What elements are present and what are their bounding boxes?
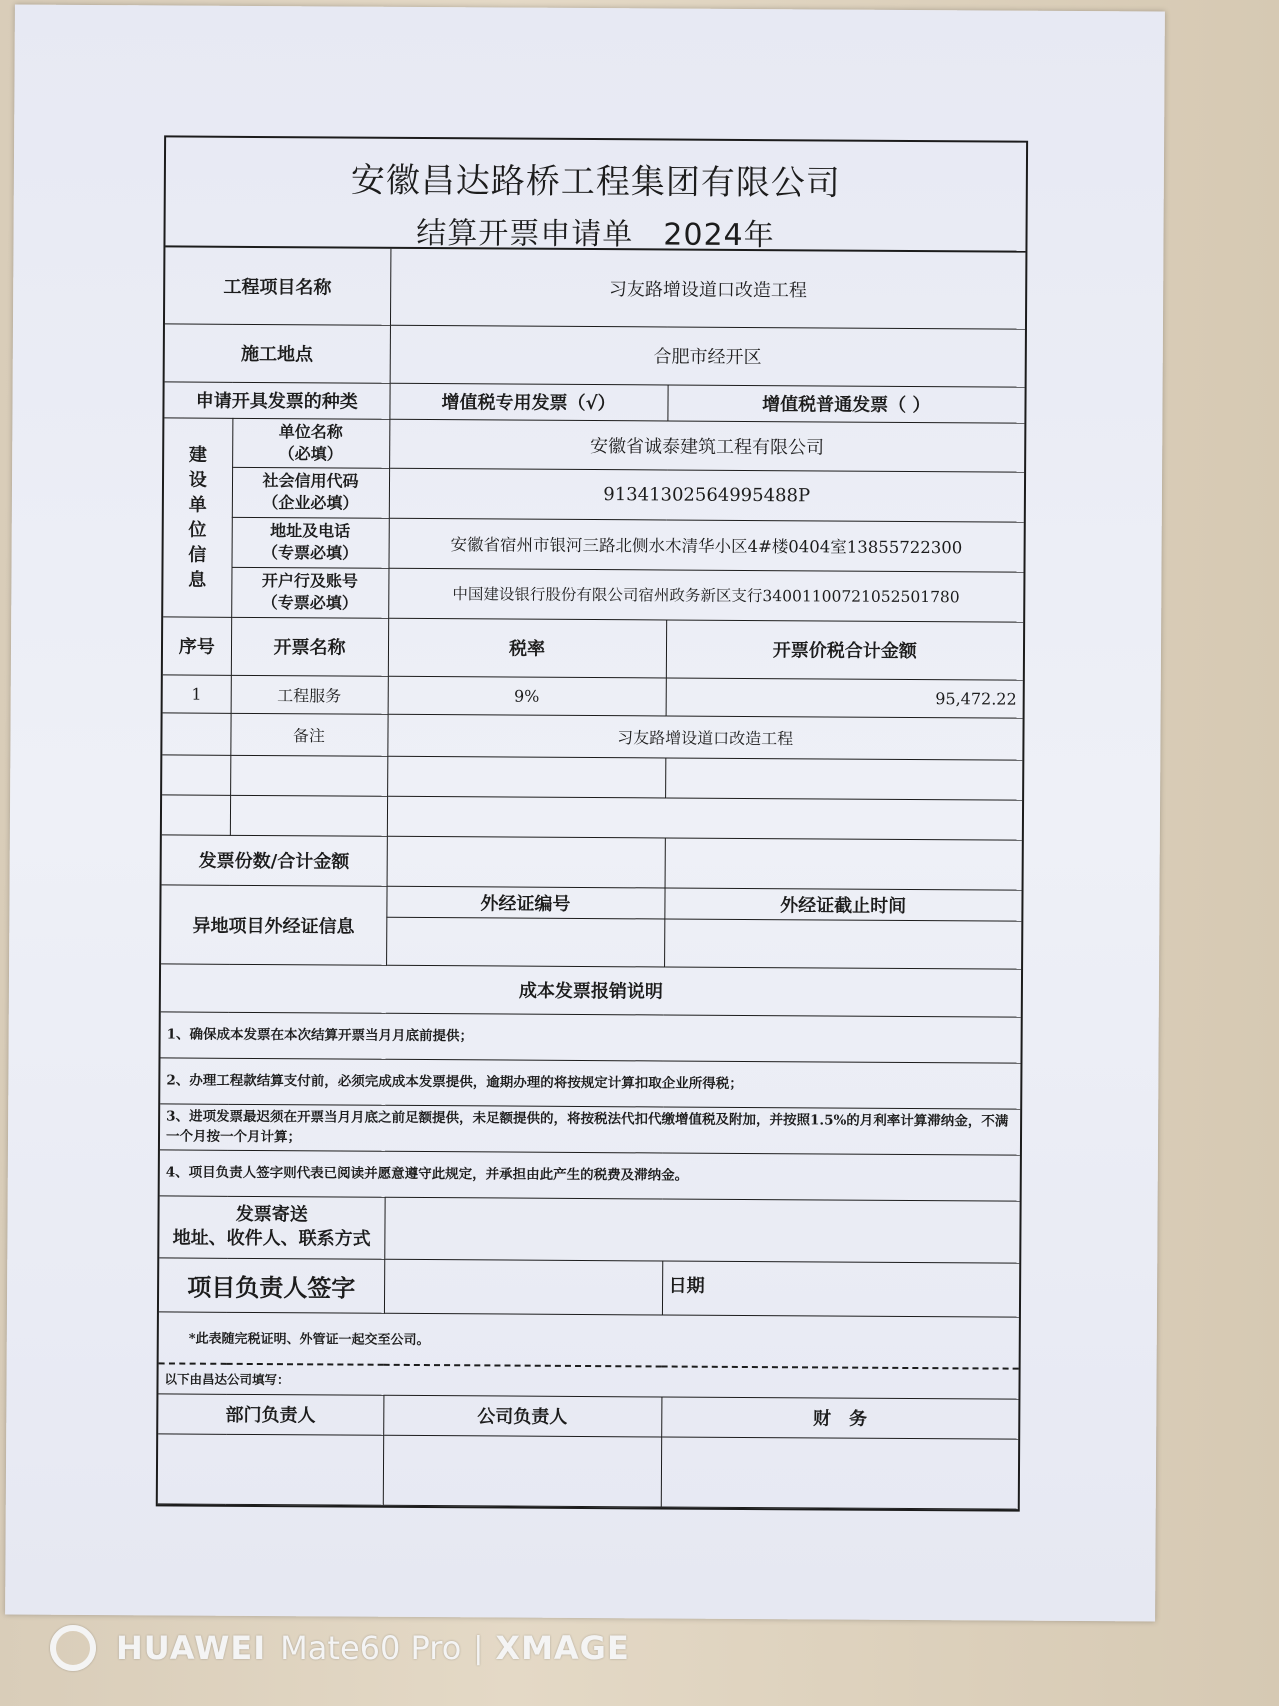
- address-value: 安徽省宿州市银河三路北侧水木清华小区4#楼0404室13855722300: [388, 518, 1023, 572]
- bank-label: 开户行及账号 （专票必填）: [231, 567, 388, 618]
- row-mail: [159, 1195, 1019, 1262]
- company-head-sign: [383, 1435, 661, 1507]
- address-label: 地址及电话 （专票必填）: [231, 517, 388, 568]
- row-note-2: [160, 1057, 1020, 1108]
- item-amount: 95,472.22: [666, 677, 1023, 717]
- empty-cell: [230, 755, 387, 796]
- row-leader-sign: [159, 1257, 1019, 1316]
- row-offsite-header: [161, 884, 1021, 920]
- mail-value: [384, 1197, 1019, 1263]
- invoice-general-option: 增值税普通发票（ ）: [667, 384, 1024, 422]
- empty-cell: [162, 712, 230, 754]
- invoice-type-label: 申请开具发票的种类: [164, 381, 389, 418]
- col-seq-header: 序号: [163, 616, 231, 674]
- invoice-application-form: [156, 135, 1028, 1511]
- credit-code-label: 社会信用代码 （企业必填）: [232, 467, 389, 518]
- row-approval-values: [158, 1433, 1018, 1508]
- bank-value: 中国建设银行股份有限公司宿州政务新区支行34001100721052501780: [388, 568, 1023, 622]
- row-note-3: [160, 1103, 1020, 1154]
- total-value: [665, 837, 1022, 889]
- row-items-header: [163, 616, 1023, 679]
- row-note-4: [160, 1149, 1020, 1200]
- leader-sign-value: [384, 1259, 662, 1315]
- count-total-label: 发票份数/合计金额: [162, 834, 387, 885]
- empty-cell: [665, 757, 1022, 799]
- empty-cell: [162, 754, 230, 794]
- location-value: 合肥市经开区: [390, 325, 1025, 387]
- item-name: 工程服务: [231, 675, 388, 714]
- row-blank-1: [162, 754, 1022, 799]
- item-rate: 9%: [388, 676, 666, 716]
- company-fill-note: 以下由昌达公司填写：: [158, 1363, 1018, 1398]
- mail-label: 发票寄送 地址、收件人、联系方式: [159, 1195, 384, 1258]
- camera-watermark: [50, 1618, 630, 1678]
- location-label: 施工地点: [165, 323, 390, 382]
- note-item: 4、项目负责人签字则代表已阅读并愿意遵守此规定，并承担由此产生的税费及滞纳金。: [160, 1149, 1020, 1200]
- project-name-label: 工程项目名称: [165, 247, 390, 324]
- count-value: [387, 836, 665, 888]
- paper-sheet: [5, 5, 1165, 1622]
- note-item: 3、进项发票最迟须在开票当月月底之前足额提供，未足额提供的，将按税法代扣代缴增值税及附加，并按照1.5%的月利率计算滞纳金，不满一个月按一个月计算；: [160, 1103, 1020, 1154]
- watermark-brand: HUAWEI: [116, 1629, 267, 1667]
- col-name-header: 开票名称: [231, 617, 388, 676]
- watermark-xmage: XMAGE: [495, 1629, 630, 1667]
- document-year: 2024年: [663, 217, 775, 254]
- item-seq: 1: [163, 674, 231, 712]
- row-address: [163, 516, 1023, 571]
- remark-label: 备注: [230, 713, 387, 756]
- offsite-deadline-value: [664, 918, 1021, 968]
- offsite-label: 异地项目外经证信息: [161, 884, 386, 964]
- dept-head-sign: [158, 1433, 383, 1504]
- row-location: [165, 323, 1025, 386]
- row-count-total: [162, 834, 1022, 889]
- row-invoice-type: [164, 381, 1024, 422]
- leader-sign-label: 项目负责人签字: [159, 1257, 384, 1312]
- row-credit-code: [164, 466, 1024, 521]
- invoice-special-option: 增值税专用发票（√）: [389, 383, 667, 421]
- row-remark: [162, 712, 1022, 759]
- empty-cell: [387, 756, 665, 798]
- watermark-separator: |: [473, 1630, 484, 1666]
- col-rate-header: 税率: [388, 618, 666, 678]
- cost-title: 成本发票报销说明: [161, 963, 1021, 1016]
- company-head-label: 公司负责人: [383, 1395, 661, 1437]
- row-bank: [163, 566, 1023, 621]
- unit-name-label: 单位名称 （必填）: [232, 418, 389, 468]
- footnote: *此表随完税证明、外管证一起交至公司。: [159, 1311, 1019, 1368]
- offsite-no-label: 外经证编号: [386, 886, 664, 919]
- row-cost-title: [161, 963, 1021, 1016]
- empty-cell: [387, 796, 1022, 840]
- finance-sign: [661, 1436, 1018, 1508]
- dept-head-label: 部门负责人: [158, 1393, 383, 1434]
- row-unit-name: [164, 417, 1024, 471]
- company-title: 安徽昌达路桥工程集团有限公司: [350, 160, 841, 204]
- document-name: 结算开票申请单: [416, 215, 634, 253]
- form-title-block: [165, 137, 1026, 252]
- row-footnote: [159, 1311, 1019, 1368]
- empty-cell: [162, 794, 230, 834]
- project-name-value: 习友路增设道口改造工程: [390, 249, 1025, 329]
- camera-logo-icon: [50, 1625, 96, 1671]
- offsite-no-value: [386, 917, 664, 967]
- note-item: 2、办理工程款结算支付前，必须完成成本发票提供，逾期办理的将按规定计算扣取企业所得税；: [160, 1057, 1020, 1108]
- date-label: 日期: [662, 1260, 1019, 1316]
- empty-cell: [230, 795, 387, 836]
- unit-name-value: 安徽省诚泰建筑工程有限公司: [389, 419, 1024, 472]
- finance-label: 财 务: [661, 1396, 1018, 1438]
- watermark-model: Mate60 Pro: [280, 1629, 462, 1667]
- row-project-name: [165, 247, 1025, 328]
- row-blank-2: [162, 794, 1022, 839]
- offsite-deadline-label: 外经证截止时间: [664, 887, 1021, 920]
- note-item: 1、确保成本发票在本次结算开票当月月底前提供；: [160, 1011, 1020, 1062]
- table-row: [163, 674, 1023, 717]
- col-amount-header: 开票价税合计金额: [666, 619, 1023, 679]
- row-note-1: [160, 1011, 1020, 1062]
- remark-value: 习友路增设道口改造工程: [387, 714, 1022, 760]
- row-approval-header: [158, 1393, 1018, 1438]
- credit-code-value: 91341302564995488P: [389, 468, 1024, 522]
- form-table-main: [158, 247, 1026, 1509]
- builder-info-vertical-label: 建 设 单 位 信 息: [163, 417, 232, 616]
